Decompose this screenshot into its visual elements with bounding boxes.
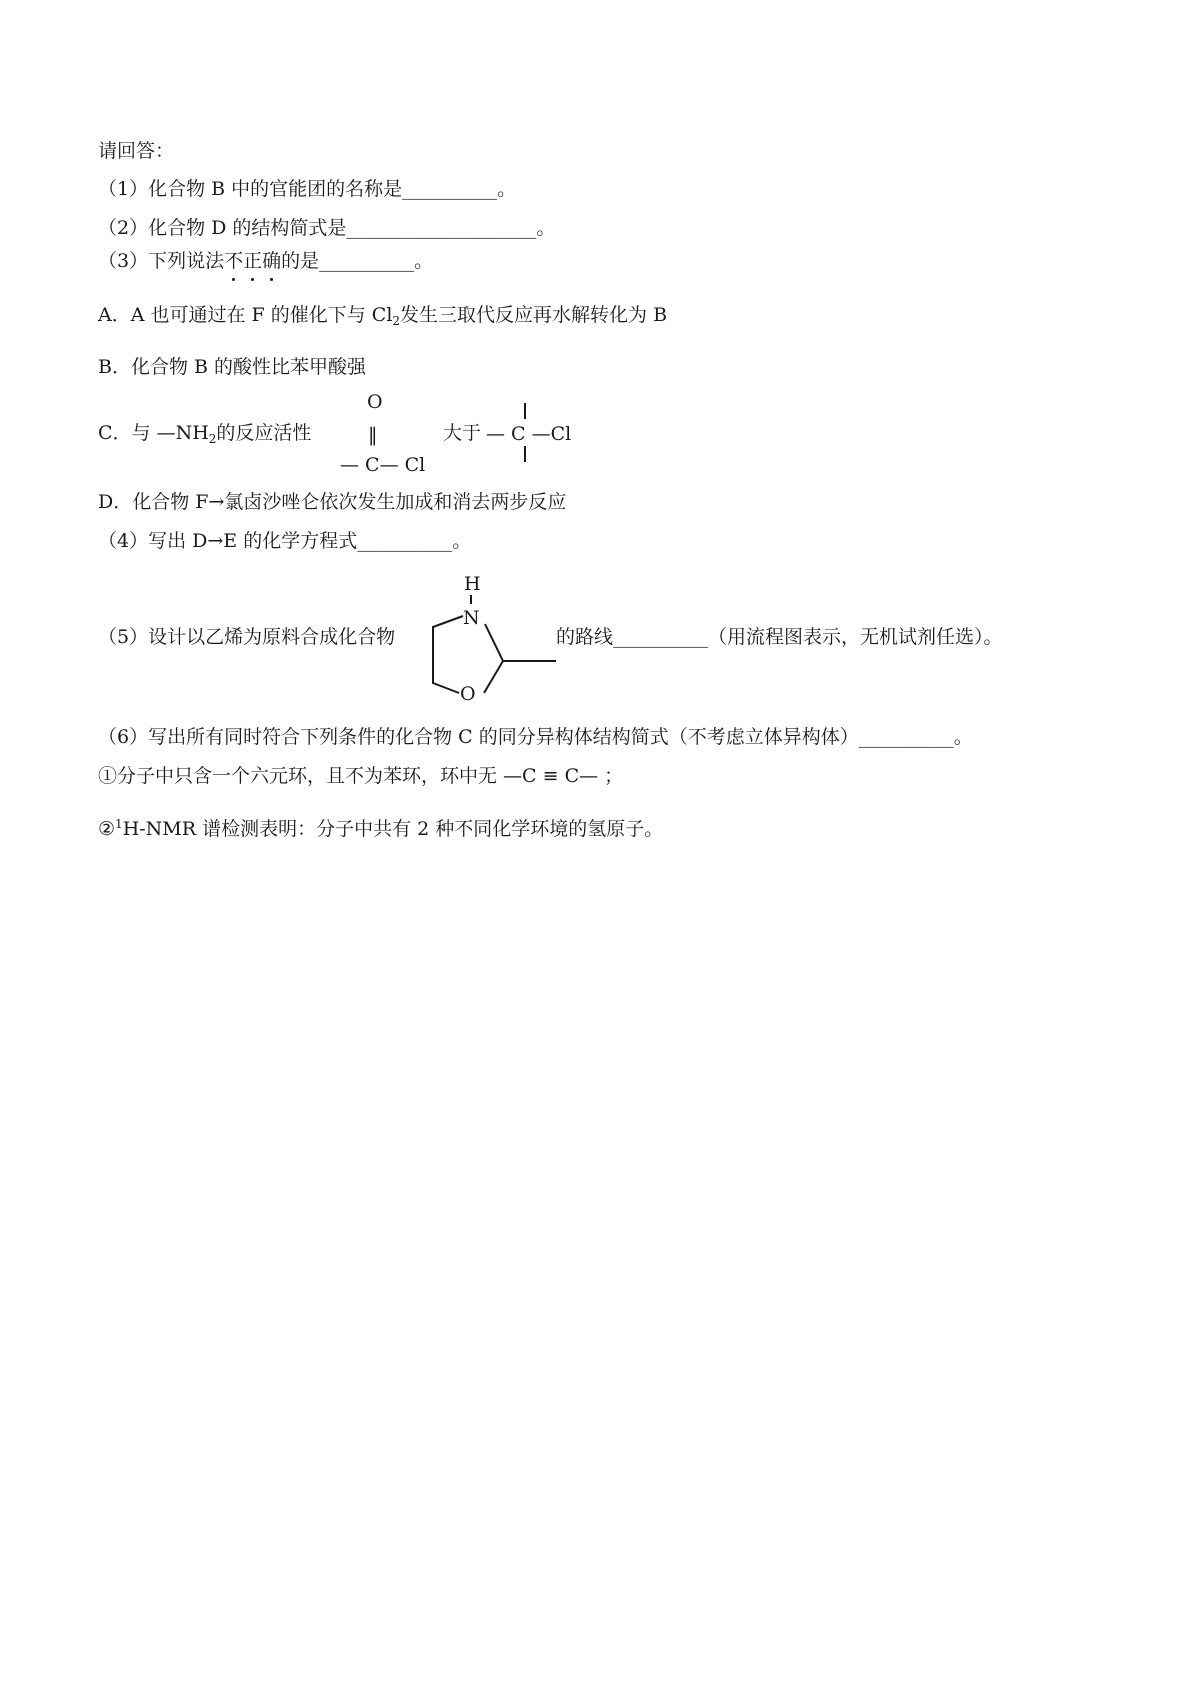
carbonyl-oxygen: O <box>367 391 383 413</box>
isotope-superscript: 1 <box>115 817 123 831</box>
question-3-prefix: （3）下列说法 <box>98 250 225 272</box>
acyl-main-chain: — C— Cl <box>340 454 426 476</box>
alkyl-main-chain: — C —Cl <box>486 423 572 445</box>
question-3-suffix: 的是__________。 <box>281 250 434 272</box>
question-5-suffix: 的路线__________（用流程图表示，无机试剂任选）。 <box>556 626 1003 648</box>
ring-nitrogen: N <box>463 607 480 629</box>
question-2: （2）化合物 D 的结构简式是____________________。 <box>98 217 556 239</box>
question-5-prefix: （5）设计以乙烯为原料合成化合物 <box>98 626 396 648</box>
emphasis-char: 确 <box>262 250 282 272</box>
option-d: D．化合物 F→氯卤沙唑仑依次发生加成和消去两步反应 <box>98 491 567 513</box>
ring-oxygen: O <box>460 683 476 705</box>
option-a-suffix: 发生三取代反应再水解转化为 B <box>400 304 668 326</box>
alkyl-chloride-structure <box>485 400 585 470</box>
question-3 <box>98 249 433 273</box>
emphasis-char: 不 <box>224 250 244 272</box>
option-c-prefix: C．与 —NH <box>98 422 209 444</box>
option-c-text <box>98 421 311 445</box>
question-1: （1）化合物 B 中的官能团的名称是__________。 <box>98 178 517 200</box>
condition-2-text: H-NMR 谱检测表明：分子中共有 2 种不同化学环境的氢原子。 <box>122 818 664 840</box>
question-6: （6）写出所有同时符合下列条件的化合物 C 的同分异构体结构简式（不考虑立体异构体）__________。 <box>98 726 973 748</box>
emphasis-char: 正 <box>243 250 263 272</box>
option-a-subscript: 2 <box>392 314 401 328</box>
double-bond-mark: ‖ <box>368 424 378 446</box>
option-c-subscript: 2 <box>208 432 217 446</box>
option-b: B．化合物 B 的酸性比苯甲酸强 <box>98 356 367 378</box>
option-c-than: 大于 <box>443 422 482 444</box>
question-4: （4）写出 D→E 的化学方程式__________。 <box>98 530 472 552</box>
nh-hydrogen: H <box>464 573 481 595</box>
option-c-middle: 的反应活性 <box>216 422 312 444</box>
condition-2-marker: ② <box>98 818 116 840</box>
intro-text: 请回答： <box>98 140 175 162</box>
acyl-chloride-structure <box>335 390 445 480</box>
condition-1: ①分子中只含一个六元环，且不为苯环，环中无 —C ≡ C— ； <box>98 765 624 787</box>
oxazolidine-structure <box>428 568 558 710</box>
option-a <box>98 303 667 327</box>
option-a-prefix: A．A 也可通过在 F 的催化下与 Cl <box>98 304 393 326</box>
condition-2 <box>98 817 663 841</box>
